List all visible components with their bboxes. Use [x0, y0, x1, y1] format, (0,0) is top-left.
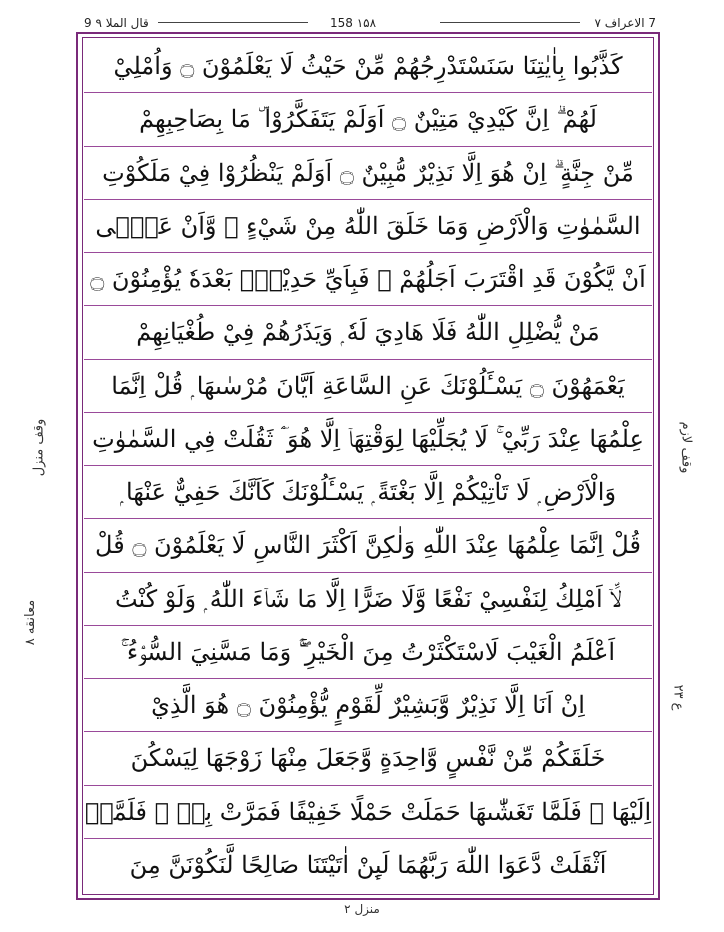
text-line: مِّنْ جِنَّةٍ ۗ اِنْ هُوَ اِلَّا نَذِيْرٌ مُّبِيْنٌ ۝ اَوَلَمْ يَنْظُرُوْا فِيْ مَلَكُوْتِ [84, 147, 652, 200]
manzil-footer: منزل ۲ [344, 902, 380, 916]
text-line: لَهُمْ ۗ اِنَّ كَيْدِيْ مَتِيْنٌ ۝ اَوَلَمْ يَتَفَكَّرُوْا ۜ مَا بِصَاحِبِهِمْ [84, 93, 652, 146]
header-divider [158, 22, 308, 23]
text-line: خَلَقَكُمْ مِّنْ نَّفْسٍ وَّاحِدَةٍ وَّجَعَلَ مِنْهَا زَوْجَهَا لِيَسْكُنَ [84, 732, 652, 785]
quran-text-block [84, 40, 652, 892]
text-line: كَذَّبُوا بِاٰيٰتِنَا سَنَسْتَدْرِجُهُمْ مِّنْ حَيْثُ لَا يَعْلَمُوْنَ ۝ وَاُمْلِيْ [84, 40, 652, 93]
text-line: قُلْ اِنَّمَا عِلْمُهَا عِنْدَ اللّٰهِ وَلٰكِنَّ اَكْثَرَ النَّاسِ لَا يَعْلَمُوْنَ ۝ قُلْ [84, 519, 652, 572]
header-divider [440, 22, 580, 23]
text-line: السَّمٰوٰتِ وَالْاَرْضِ وَمَا خَلَقَ اللّٰهُ مِنْ شَيْءٍ ۙ وَّاَنْ عَسٰۤى [84, 200, 652, 253]
text-line: اَنْ يَّكُوْنَ قَدِ اقْتَرَبَ اَجَلُهُمْ ۚ فَبِاَيِّ حَدِيْثٍۭ بَعْدَهٗ يُؤْمِنُوْنَ ۝ [84, 253, 652, 306]
text-line: اِلَيْهَا ۚ فَلَمَّا تَغَشّٰىهَا حَمَلَتْ حَمْلًا خَفِيْفًا فَمَرَّتْ بِهٖ ۚ فَلَمَّاۤ [84, 786, 652, 839]
margin-note-left: وقف منزل [31, 418, 47, 477]
text-line: لَّاۤ اَمْلِكُ لِنَفْسِيْ نَفْعًا وَّلَا ضَرًّا اِلَّا مَا شَاۤءَ اللّٰهُ ۭ وَلَوْ كُنْتُ [84, 573, 652, 626]
margin-note-right: وقف لازم [678, 421, 694, 474]
surah-name: 7 الاعراف ۷ [594, 16, 656, 30]
text-line: يَعْمَهُوْنَ ۝ يَسْـَٔلُوْنَكَ عَنِ السَّاعَةِ اَيَّانَ مُرْسٰىهَا ۭ قُلْ اِنَّمَا [84, 360, 652, 413]
page-header [80, 10, 660, 34]
text-line: عِلْمُهَا عِنْدَ رَبِّيْ ۚ لَا يُجَلِّيْهَا لِوَقْتِهَاۤ اِلَّا هُوَ ۘؔ ثَقُلَتْ فِي السَّمٰوٰتِ [84, 413, 652, 466]
text-line: مَنْ يُّضْلِلِ اللّٰهُ فَلَا هَادِيَ لَهٗ ۭ وَيَذَرُهُمْ فِيْ طُغْيَانِهِمْ [84, 306, 652, 359]
margin-note-right: ع ۲۳ [670, 684, 686, 711]
text-line: اَعْلَمُ الْغَيْبَ لَاسْتَكْثَرْتُ مِنَ الْخَيْرِ ۚۖۛ وَمَا مَسَّنِيَ السُّوْۤءُ ۚۛ [84, 626, 652, 679]
juz-name: 9 قال الملا ۹ [84, 16, 149, 30]
margin-note-left: معانقه ۸ [23, 599, 39, 646]
text-line: وَالْاَرْضِ ۭ لَا تَاْتِيْكُمْ اِلَّا بَغْتَةً ۭ يَسْـَٔلُوْنَكَ كَاَنَّكَ حَفِيٌّ عَنْهَا ۭ [84, 466, 652, 519]
text-line: اِنْ اَنَا اِلَّا نَذِيْرٌ وَّبَشِيْرٌ لِّقَوْمٍ يُّؤْمِنُوْنَ ۝ هُوَ الَّذِيْ [84, 679, 652, 732]
page-number: 158 ۱۵۸ [330, 16, 377, 30]
text-line: اَثْقَلَتْ دَّعَوَا اللّٰهَ رَبَّهُمَا لَىِٕنْ اٰتَيْتَنَا صَالِحًا لَّنَكُوْنَنَّ مِنَ [129, 851, 607, 880]
